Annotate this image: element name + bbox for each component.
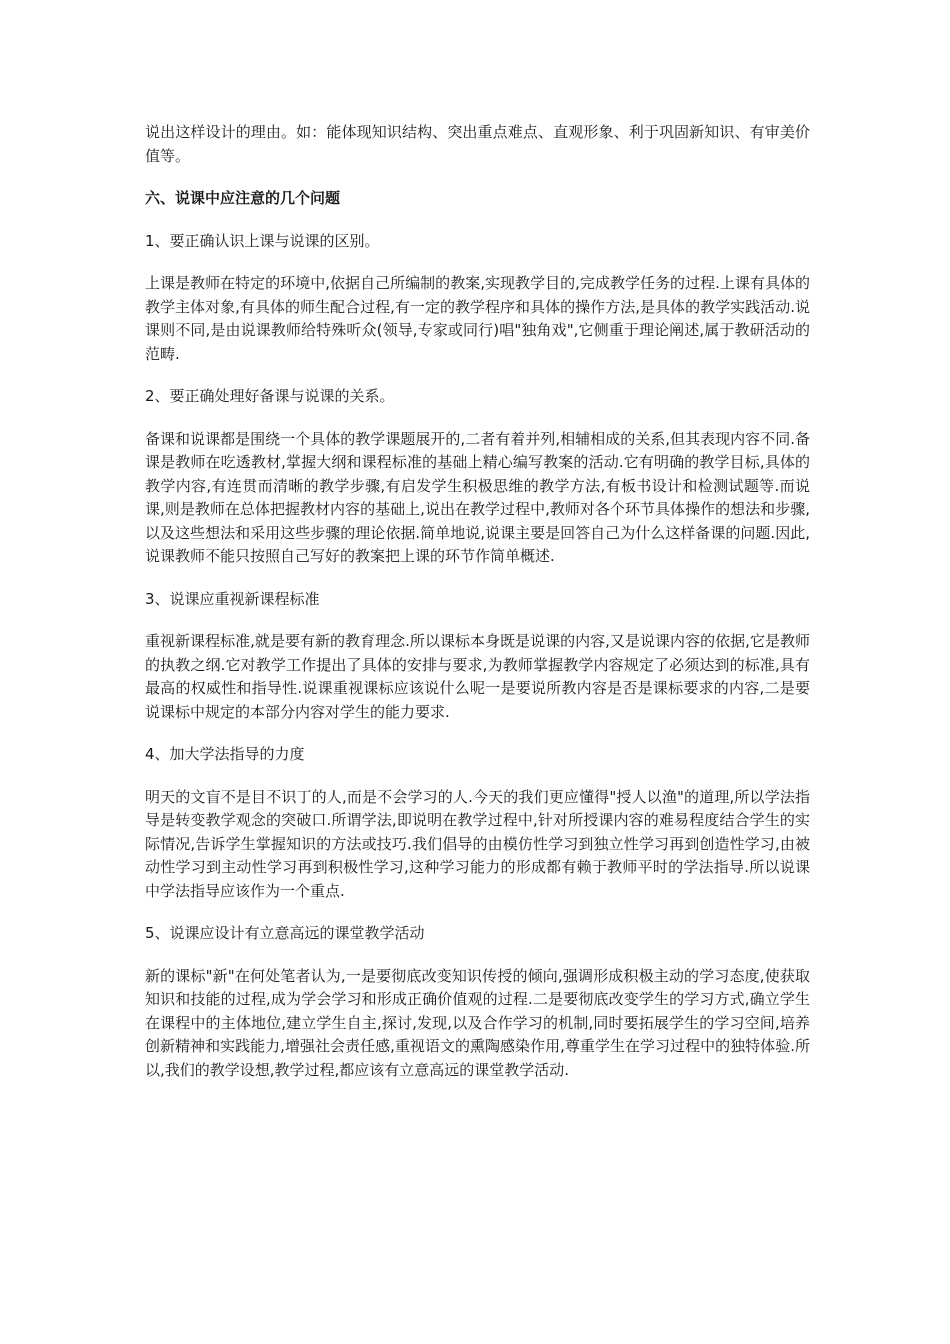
- item-1-title: 1、要正确认识上课与说课的区别。: [145, 231, 380, 250]
- item-3-body: 重视新课程标准,就是要有新的教育理念.所以课标本身既是说课的内容,又是说课内容的依据,它是教师的执教之纲.它对教学工作提出了具体的安排与要求,为教师掌握教学内容规定了必须达到的标准,具有最高的权威性和指导性.说课重视课标应该说什么呢一是要说所教内容是否是课标要求的内容,二是要说课标中规定的本部分内容对学生的能力要求.: [145, 632, 810, 721]
- item-2-title: 2、要正确处理好备课与说课的关系。: [145, 387, 395, 405]
- item-4-body: 明天的文盲不是目不识丁的人,而是不会学习的人.今天的我们更应懂得"授人以渔"的道理,所以学法指导是转变教学观念的突破口.所谓学法,即说明在教学过程中,针对所授课内容的难易程度结合学生的实际情况,告诉学生掌握知识的方法或技巧.我们倡导的由模仿性学习到独立性学习再到创造性学习,由被动性学习到主动性学习再到积极性学习,这种学习能力的形成都有赖于教师平时的学法指导.所以说课中学法指导应该作为一个重点.: [145, 787, 810, 900]
- section-heading: 六、说课中应注意的几个问题: [145, 189, 341, 207]
- item-2-body: 备课和说课都是围绕一个具体的教学课题展开的,二者有着并列,相辅相成的关系,但其表现内容不同.备课是教师在吃透教材,掌握大纲和课程标准的基础上精心编写教案的活动.它有明确的教学目标,具体的教学内容,有连贯而清晰的教学步骤,有启发学生积极思维的教学方法,有板书设计和检测试题等.而说课,则是教师在总体把握教材内容的基础上,说出在教学过程中,教师对各个环节具体操作的想法和步骤,以及这些想法和采用这些步骤的理论依据.简单地说,说课主要是回答自己为什么这样备课的问题.因此,说课教师不能只按照自己写好的教案把上课的环节作简单概述.: [145, 429, 810, 565]
- item-4-title: 4、加大学法指导的力度: [145, 745, 305, 763]
- item-5-title: 5、说课应设计有立意高远的课堂教学活动: [145, 924, 425, 942]
- document-page: [145, 121, 810, 1082]
- intro-paragraph: 说出这样设计的理由。如：能体现知识结构、突出重点难点、直观形象、利于巩固新知识、有审美价值等。: [145, 123, 810, 165]
- item-5-body: 新的课标"新"在何处笔者认为,一是要彻底改变知识传授的倾向,强调形成积极主动的学习态度,使获取知识和技能的过程,成为学会学习和形成正确价值观的过程.二是要彻底改变学生的学习方式,确立学生在课程中的主体地位,建立学生自主,探讨,发现,以及合作学习的机制,同时要拓展学生的学习空间,培养创新精神和实践能力,增强社会责任感,重视语文的熏陶感染作用,尊重学生在学习过程中的独特体验.所以,我们的教学设想,教学过程,都应该有立意高远的课堂教学活动.: [145, 966, 810, 1079]
- item-1-body: 上课是教师在特定的环境中,依据自己所编制的教案,实现教学目的,完成教学任务的过程.上课有具体的教学主体对象,有具体的师生配合过程,有一定的教学程序和具体的操作方法,是具体的教学实践活动.说课则不同,是由说课教师给特殊听众(领导,专家或同行)唱"独角戏",它侧重于理论阐述,属于教研活动的范畴.: [145, 274, 810, 363]
- item-3-title: 3、说课应重视新课程标准: [145, 589, 320, 608]
